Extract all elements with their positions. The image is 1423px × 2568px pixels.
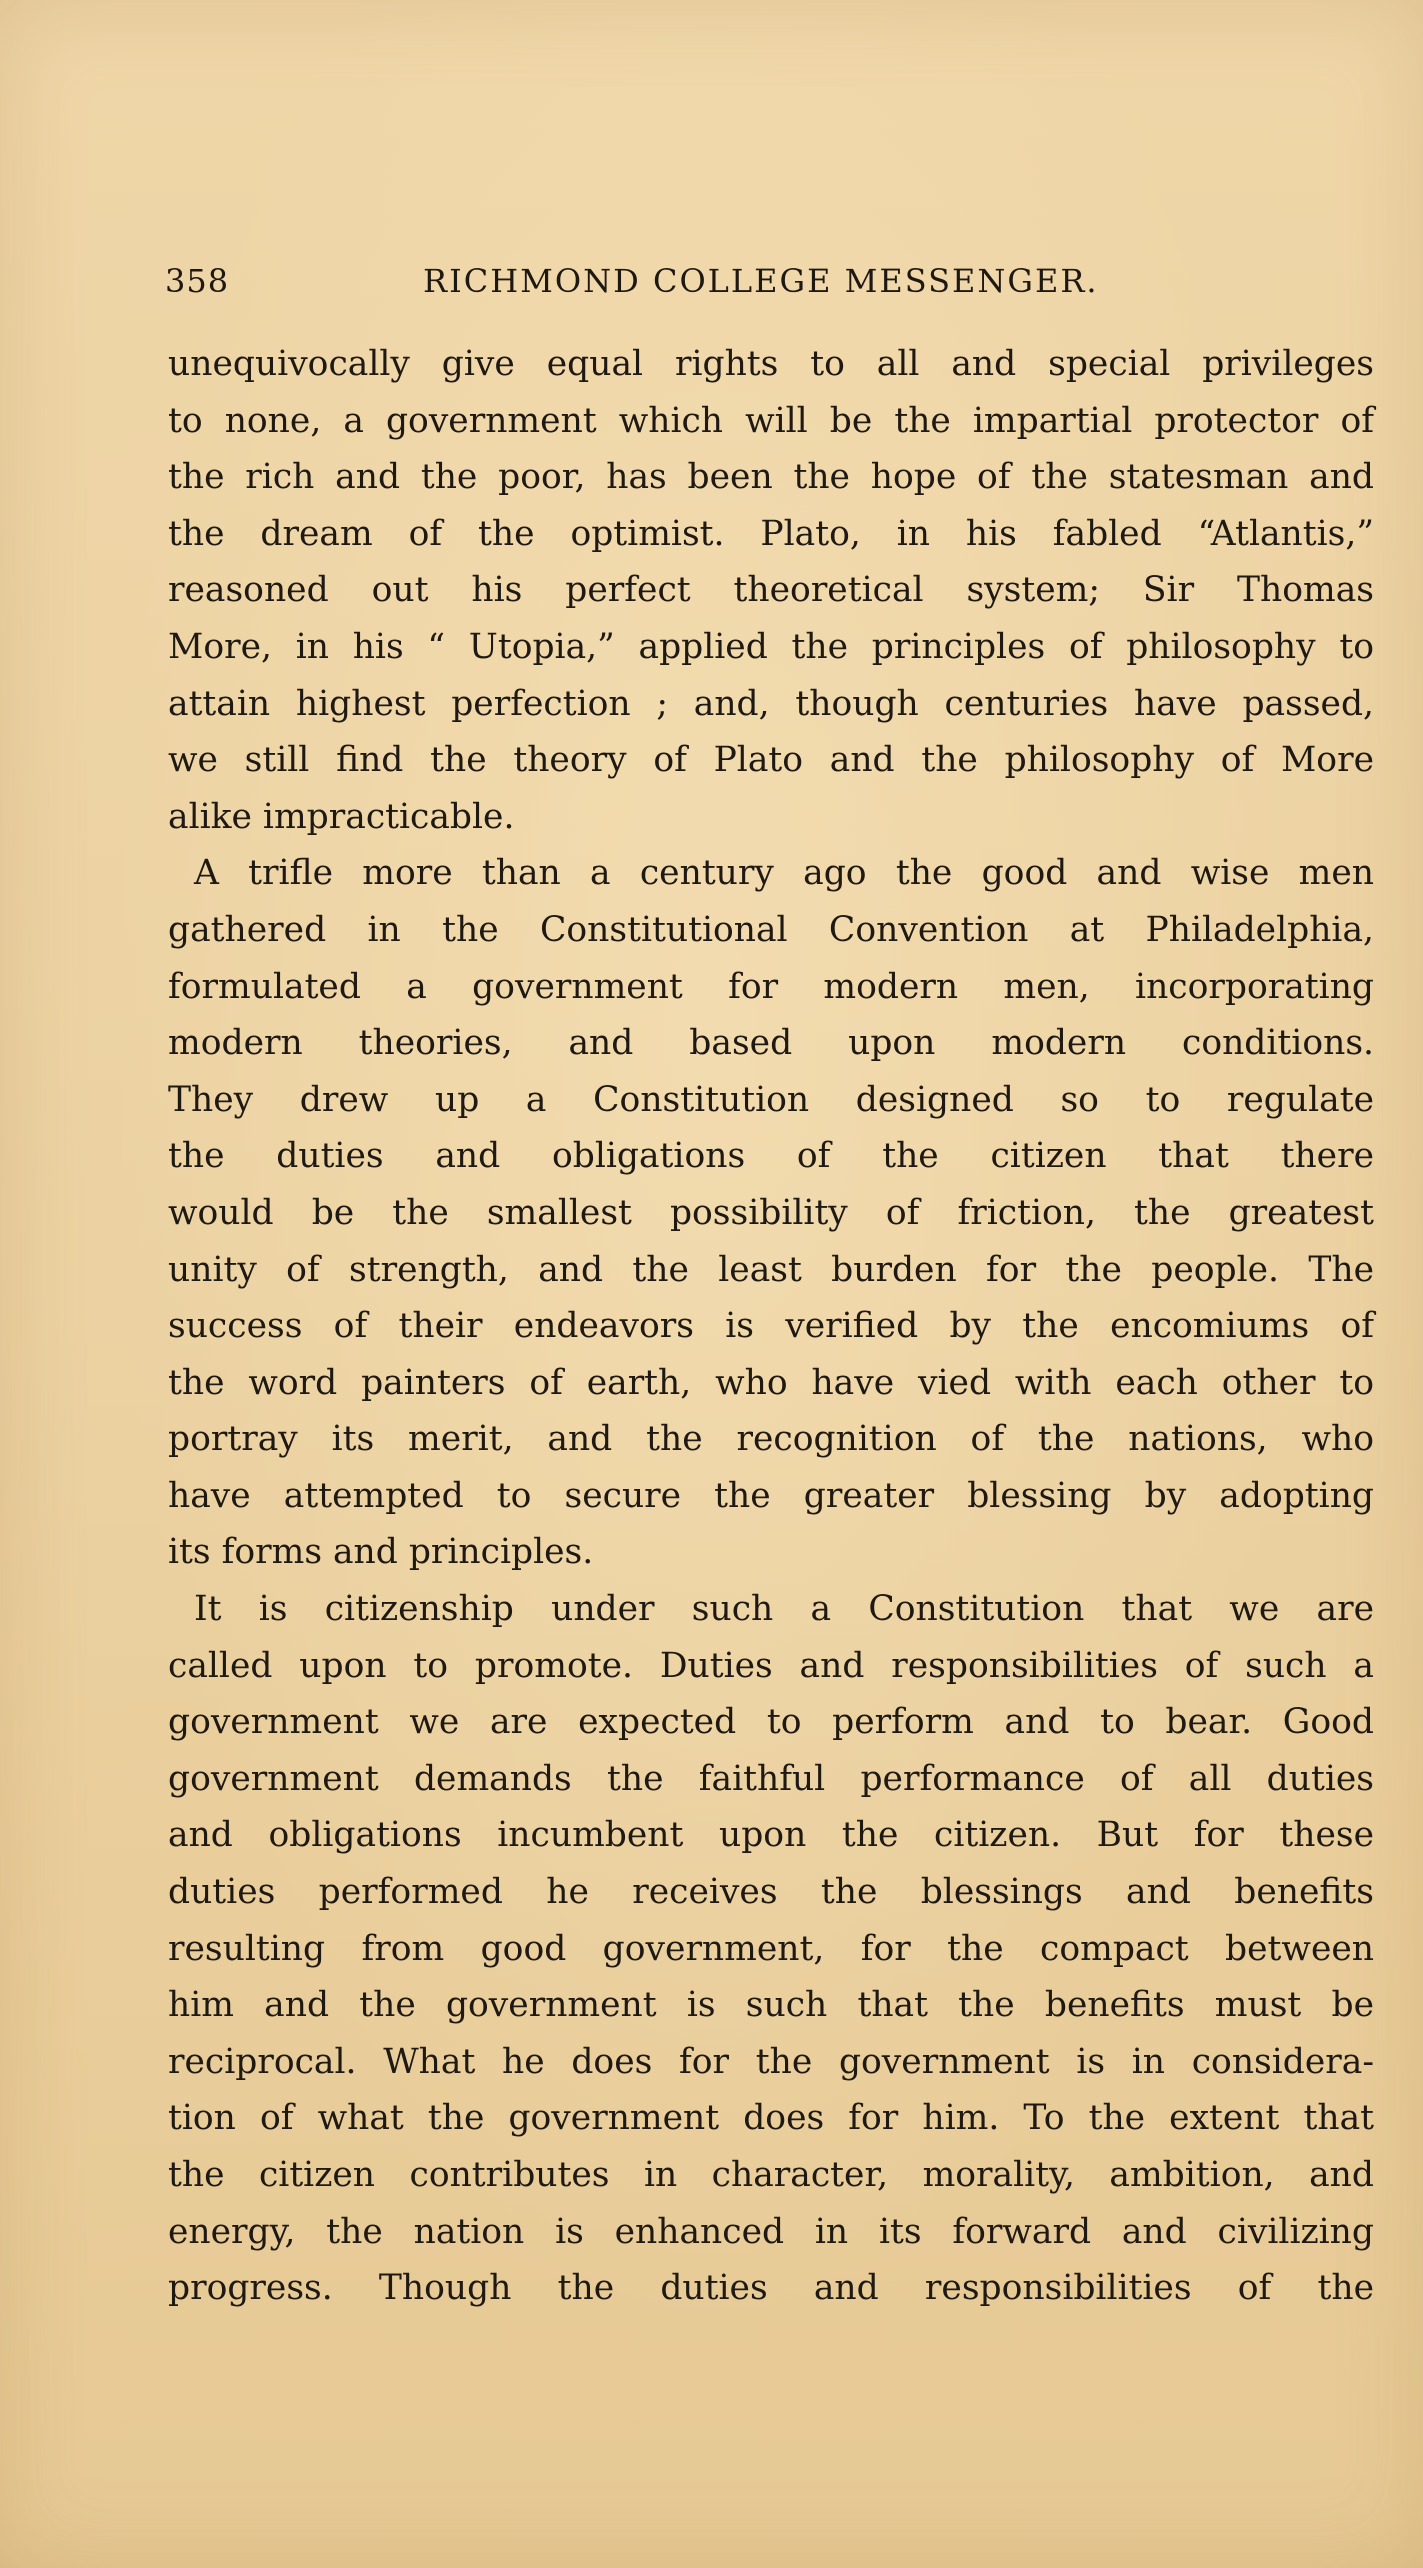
text-line: attain highest perfection ; and, though centuries have passed, [168, 683, 1374, 724]
body-text [168, 336, 1374, 2317]
text-line: progress. Though the duties and responsibilities of the [168, 2268, 1374, 2309]
text-line: success of their endeavors is verified by the encomiums of [168, 1306, 1374, 1347]
text-line: its forms and principles. [168, 1532, 594, 1573]
text-line: called upon to promote. Duties and responsibilities of such a [168, 1645, 1374, 1686]
paragraph-first-line: It is citizenship under such a Constitution that we are [194, 1589, 1374, 1630]
text-line: alike impracticable. [168, 796, 515, 837]
text-line: the word painters of earth, who have vied with each other to [168, 1362, 1374, 1403]
text-line: They drew up a Constitution designed so to regulate [168, 1079, 1374, 1120]
page-number: 358 [165, 262, 230, 300]
text-line: have attempted to secure the greater blessing by adopting [168, 1475, 1374, 1516]
paragraph-first-line: A trifle more than a century ago the good and wise men [194, 853, 1374, 894]
text-line: gathered in the Constitutional Convention at Philadelphia, [168, 909, 1374, 950]
text-line: duties performed he receives the blessings and benefits [168, 1872, 1374, 1913]
text-line: to none, a government which will be the impartial protector of [168, 400, 1374, 441]
text-line: More, in his “ Utopia,” applied the principles of philosophy to [168, 626, 1374, 667]
text-line: we still find the theory of Plato and the philosophy of More [168, 740, 1374, 781]
text-line: energy, the nation is enhanced in its forward and civilizing [168, 2211, 1374, 2252]
text-line: portray its merit, and the recognition of the nations, who [168, 1419, 1374, 1460]
text-line: unequivocally give equal rights to all and special privileges [168, 344, 1374, 384]
text-line: the dream of the optimist. Plato, in his fabled “Atlantis,” [168, 513, 1374, 554]
text-line: modern theories, and based upon modern conditions. [168, 1023, 1374, 1064]
text-line: government demands the faithful performance of all duties [168, 1758, 1374, 1799]
text-line: tion of what the government does for him. To the extent that [168, 2098, 1374, 2139]
text-line: the rich and the poor, has been the hope of the statesman and [168, 457, 1374, 498]
text-line: the citizen contributes in character, morality, ambition, and [168, 2155, 1374, 2195]
text-line: unity of strength, and the least burden for the people. The [168, 1249, 1374, 1290]
text-line: and obligations incumbent upon the citizen. But for these [168, 1815, 1374, 1856]
text-line: would be the smallest possibility of friction, the greatest [168, 1192, 1374, 1233]
text-line: him and the government is such that the benefits must be [168, 1985, 1374, 2026]
text-line: the duties and obligations of the citizen that there [168, 1136, 1374, 1177]
text-line: government we are expected to perform and to bear. Good [168, 1702, 1374, 1743]
journal-title: RICHMOND COLLEGE MESSENGER. [423, 262, 1099, 300]
text-line: formulated a government for modern men, incorporating [168, 966, 1374, 1007]
text-line: resulting from good government, for the compact between [168, 1928, 1374, 1969]
running-head [165, 262, 1280, 306]
text-line: reciprocal. What he does for the government is in considera- [168, 2041, 1374, 2082]
text-line: reasoned out his perfect theoretical system; Sir Thomas [168, 570, 1374, 611]
